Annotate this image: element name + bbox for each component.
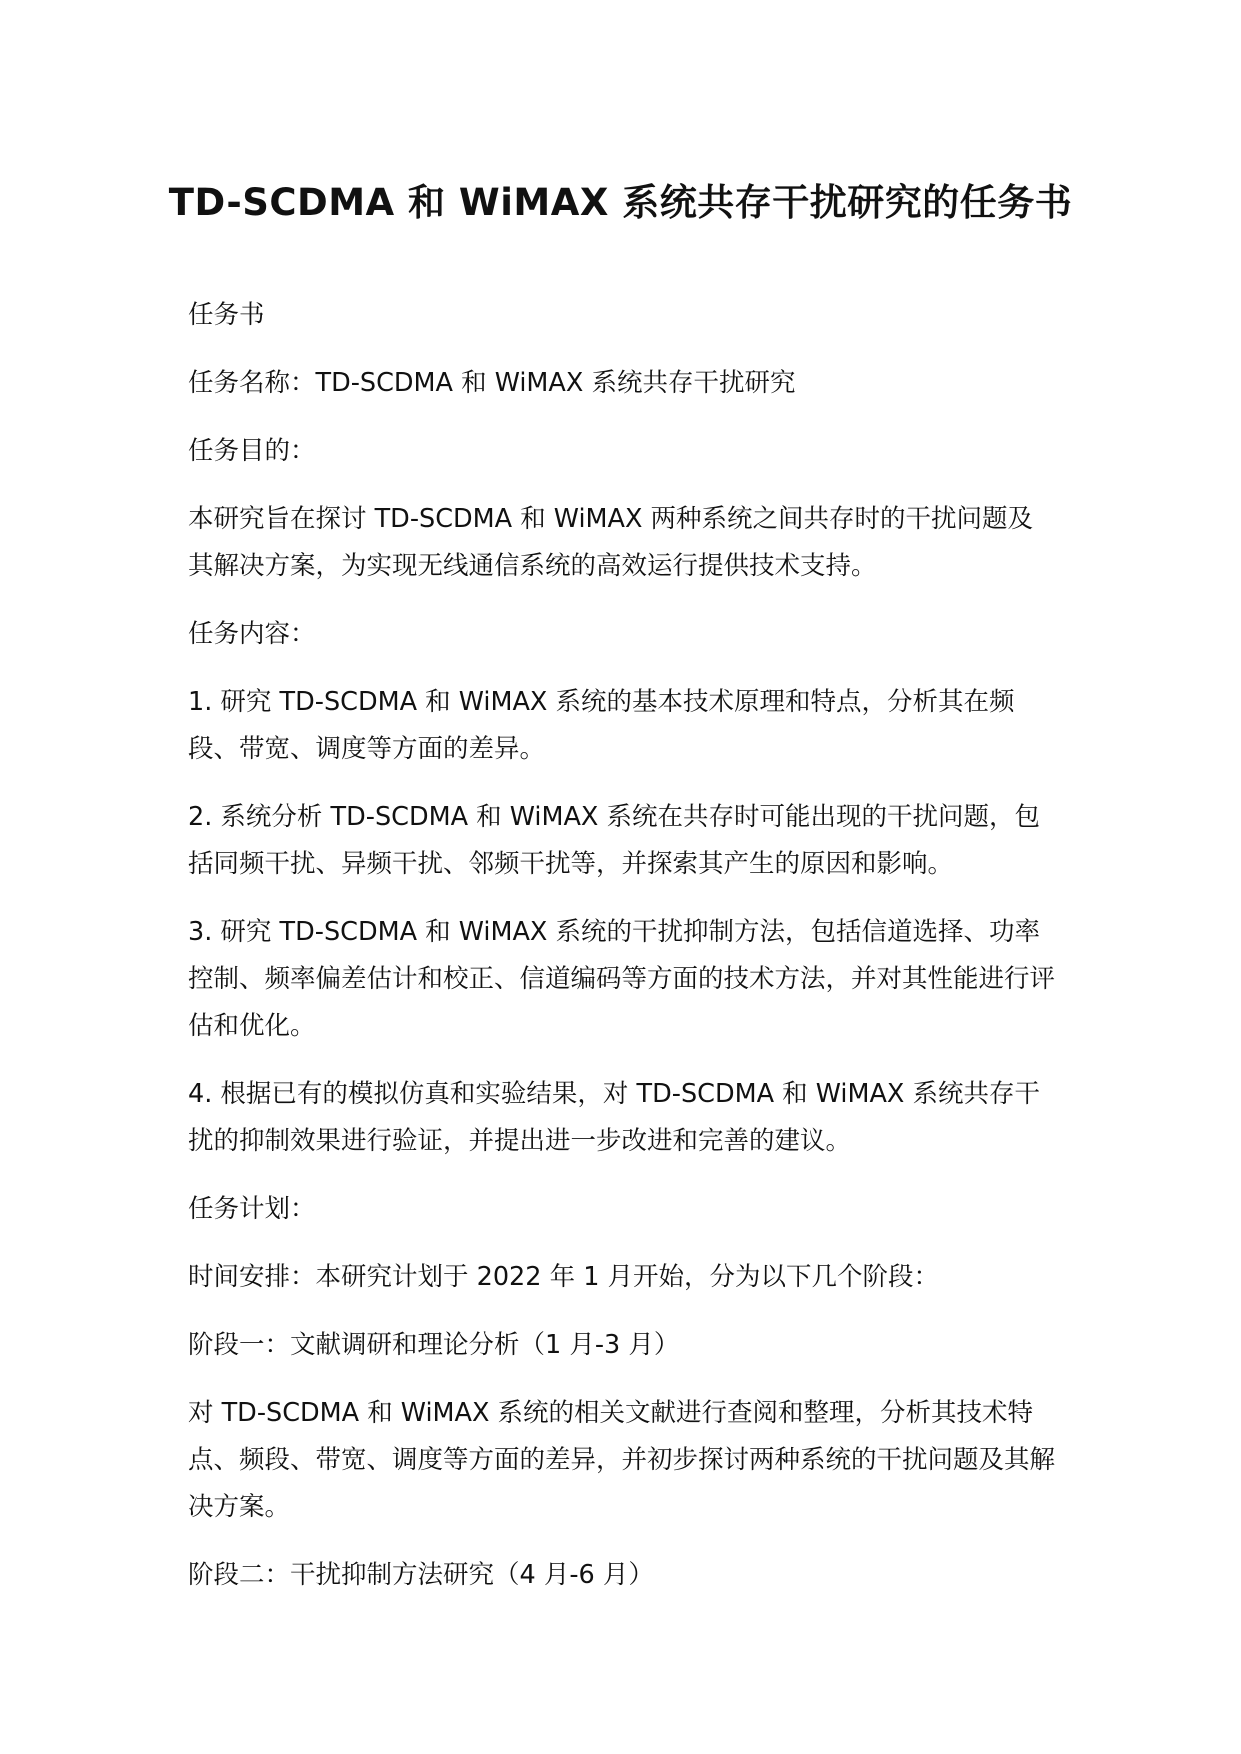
paragraph-content-item-3: 3. 研究 TD-SCDMA 和 WiMAX 系统的干扰抑制方法，包括信道选择、功率控制、频率偏差估计和校正、信道编码等方面的技术方法，并对其性能进行评估和优化。 xyxy=(188,917,1056,1041)
paragraph-heading-task-book: 任务书 xyxy=(188,300,265,330)
paragraph-content-item-4: 4. 根据已有的模拟仿真和实验结果，对 TD-SCDMA 和 WiMAX 系统共存干扰的抑制效果进行验证，并提出进一步改进和完善的建议。 xyxy=(188,1079,1040,1156)
paragraph-task-purpose-heading: 任务目的： xyxy=(188,436,316,466)
document-body xyxy=(188,292,1058,1620)
paragraph-task-name: 任务名称：TD-SCDMA 和 WiMAX 系统共存干扰研究 xyxy=(188,368,796,398)
paragraph-task-plan-heading: 任务计划： xyxy=(188,1194,316,1224)
paragraph-phase-1-heading: 阶段一：文献调研和理论分析（1 月-3 月） xyxy=(188,1330,680,1360)
paragraph-content-item-1: 1. 研究 TD-SCDMA 和 WiMAX 系统的基本技术原理和特点，分析其在频段、带宽、调度等方面的差异。 xyxy=(188,687,1015,764)
paragraph-schedule: 时间安排：本研究计划于 2022 年 1 月开始，分为以下几个阶段： xyxy=(188,1262,940,1292)
paragraph-phase-2-heading: 阶段二：干扰抑制方法研究（4 月-6 月） xyxy=(188,1560,654,1590)
paragraph-task-purpose: 本研究旨在探讨 TD-SCDMA 和 WiMAX 两种系统之间共存时的干扰问题及其解决方案，为实现无线通信系统的高效运行提供技术支持。 xyxy=(188,504,1034,581)
paragraph-phase-1-detail: 对 TD-SCDMA 和 WiMAX 系统的相关文献进行查阅和整理，分析其技术特点、频段、带宽、调度等方面的差异，并初步探讨两种系统的干扰问题及其解决方案。 xyxy=(188,1398,1056,1522)
paragraph-content-item-2: 2. 系统分析 TD-SCDMA 和 WiMAX 系统在共存时可能出现的干扰问题，包括同频干扰、异频干扰、邻频干扰等，并探索其产生的原因和影响。 xyxy=(188,802,1040,879)
document-title: TD-SCDMA 和 WiMAX 系统共存干扰研究的任务书 xyxy=(168,181,1073,224)
paragraph-task-content-heading: 任务内容： xyxy=(188,619,316,649)
